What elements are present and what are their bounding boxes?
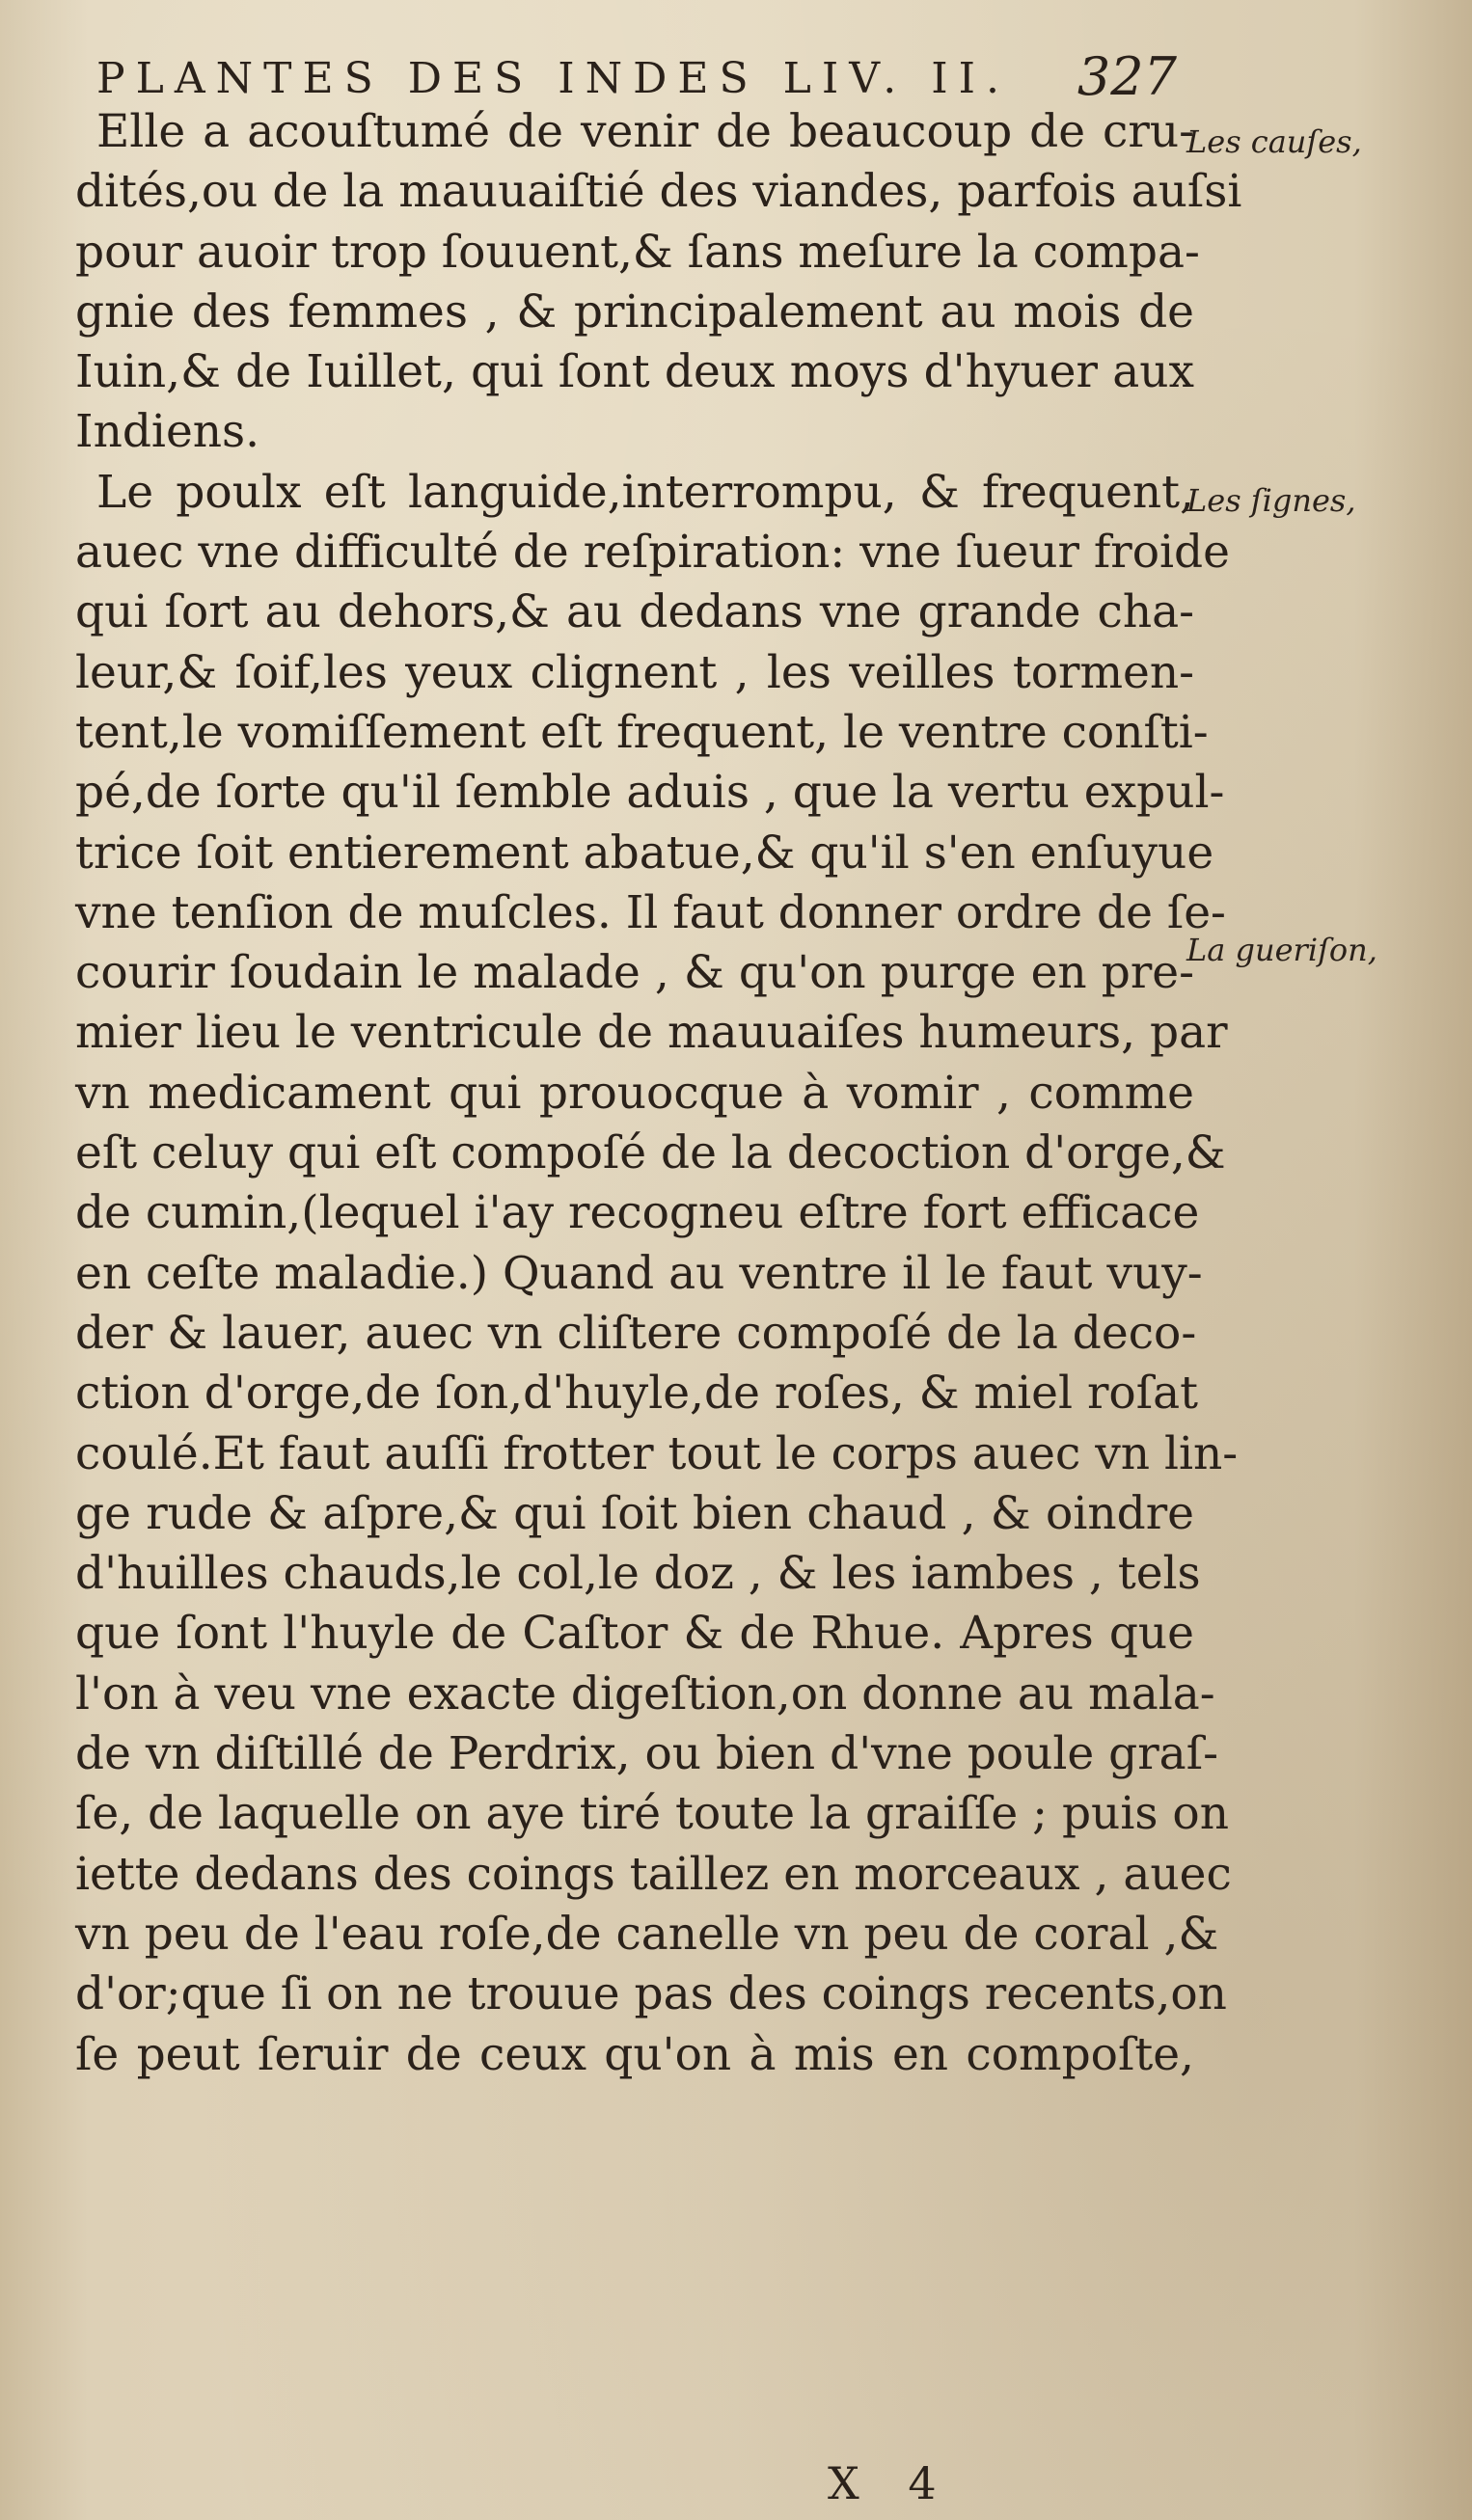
text-line: Iuin,& de Iuillet, qui ſont deux moys d'hyuer aux <box>75 345 1194 399</box>
text-line: tent,le vomiſſement eſt frequent, le ventre conſti- <box>75 705 1209 759</box>
text-line: eſt celuy qui eſt compoſé de la decoction d'orge,& <box>75 1126 1226 1180</box>
margin-note-cure: La gueriſon, <box>1186 932 1377 968</box>
text-line: auec vne difficulté de reſpiration: vne ſueur froide <box>75 526 1230 580</box>
text-line: vn medicament qui prouocque à vomir , comme <box>75 1066 1194 1120</box>
text-line: der & lauer, auec vn cliſtere compoſé de la deco- <box>75 1306 1197 1360</box>
text-line: en ceſte maladie.) Quand au ventre il le faut vuy- <box>75 1246 1203 1300</box>
text-line: ction d'orge,de ſon,d'huyle,de roſes, & miel roſat <box>75 1367 1199 1421</box>
page-number: 327 <box>1077 46 1177 107</box>
text-line: courir ſoudain le malade , & qu'on purge en pre- <box>75 946 1194 1000</box>
text-line: d'huilles chauds,le col,le doz , & les iambes , tels <box>75 1547 1201 1601</box>
text-line: mier lieu le ventricule de mauuaiſes humeurs, par <box>75 1006 1228 1060</box>
text-line: iette dedans des coings taillez en morceaux , auec <box>75 1847 1232 1901</box>
text-line: qui ſort au dehors,& au dedans vne grande cha- <box>75 585 1194 639</box>
text-line: trice ſoit entierement abatue,& qu'il s'en enſuyue <box>75 826 1214 880</box>
text-line: ge rude & aſpre,& qui ſoit bien chaud , & oindre <box>75 1486 1194 1540</box>
margin-note-signs: Les ſignes, <box>1186 482 1356 519</box>
text-line: coulé.Et faut auſſi frotter tout le corps auec vn lin- <box>75 1426 1239 1480</box>
text-line: ſe, de laquelle on aye tiré toute la graiſſe ; puis on <box>75 1787 1229 1841</box>
text-line: ſe peut ſeruir de ceux qu'on à mis en compoſte, <box>75 2027 1194 2081</box>
text-line: Le poulx eſt languide,interrompu, & frequent, <box>96 465 1194 519</box>
text-line: Elle a acouſtumé de venir de beaucoup de cru- <box>96 105 1194 158</box>
text-line: pé,de ſorte qu'il ſemble aduis , que la vertu expul- <box>75 766 1225 820</box>
text-line: leur,& ſoif,les yeux clignent , les veilles tormen- <box>75 645 1194 699</box>
running-title: PLANTES DES INDES LIV. II. <box>96 54 1011 103</box>
signature-mark: X 4 <box>828 2457 954 2509</box>
text-line: l'on à veu vne exacte digeſtion,on donne au mala- <box>75 1666 1215 1721</box>
margin-notes <box>1186 0 1457 2520</box>
text-line: que ſont l'huyle de Caſtor & de Rhue. Apres que <box>75 1607 1194 1661</box>
text-line: d'or;que ſi on ne trouue pas des coings recents,on <box>75 1967 1227 2021</box>
text-line: Indiens. <box>75 405 260 459</box>
margin-note-causes: Les cauſes, <box>1186 123 1362 160</box>
body-text <box>75 102 1242 2085</box>
text-line: de cumin,(lequel i'ay recogneu eſtre fort efficace <box>75 1186 1200 1240</box>
text-line: dités,ou de la mauuaiſtié des viandes, parfois auſsi <box>75 165 1242 219</box>
text-line: vn peu de l'eau roſe,de canelle vn peu de coral ,& <box>75 1907 1219 1961</box>
text-line: vne tenſion de muſcles. Il faut donner ordre de ſe- <box>75 885 1226 939</box>
text-line: pour auoir trop ſouuent,& ſans meſure la compa- <box>75 225 1200 279</box>
text-line: de vn diſtillé de Perdrix, ou bien d'vne poule graſ- <box>75 1727 1218 1781</box>
text-line: gnie des femmes , & principalement au mois de <box>75 285 1194 339</box>
